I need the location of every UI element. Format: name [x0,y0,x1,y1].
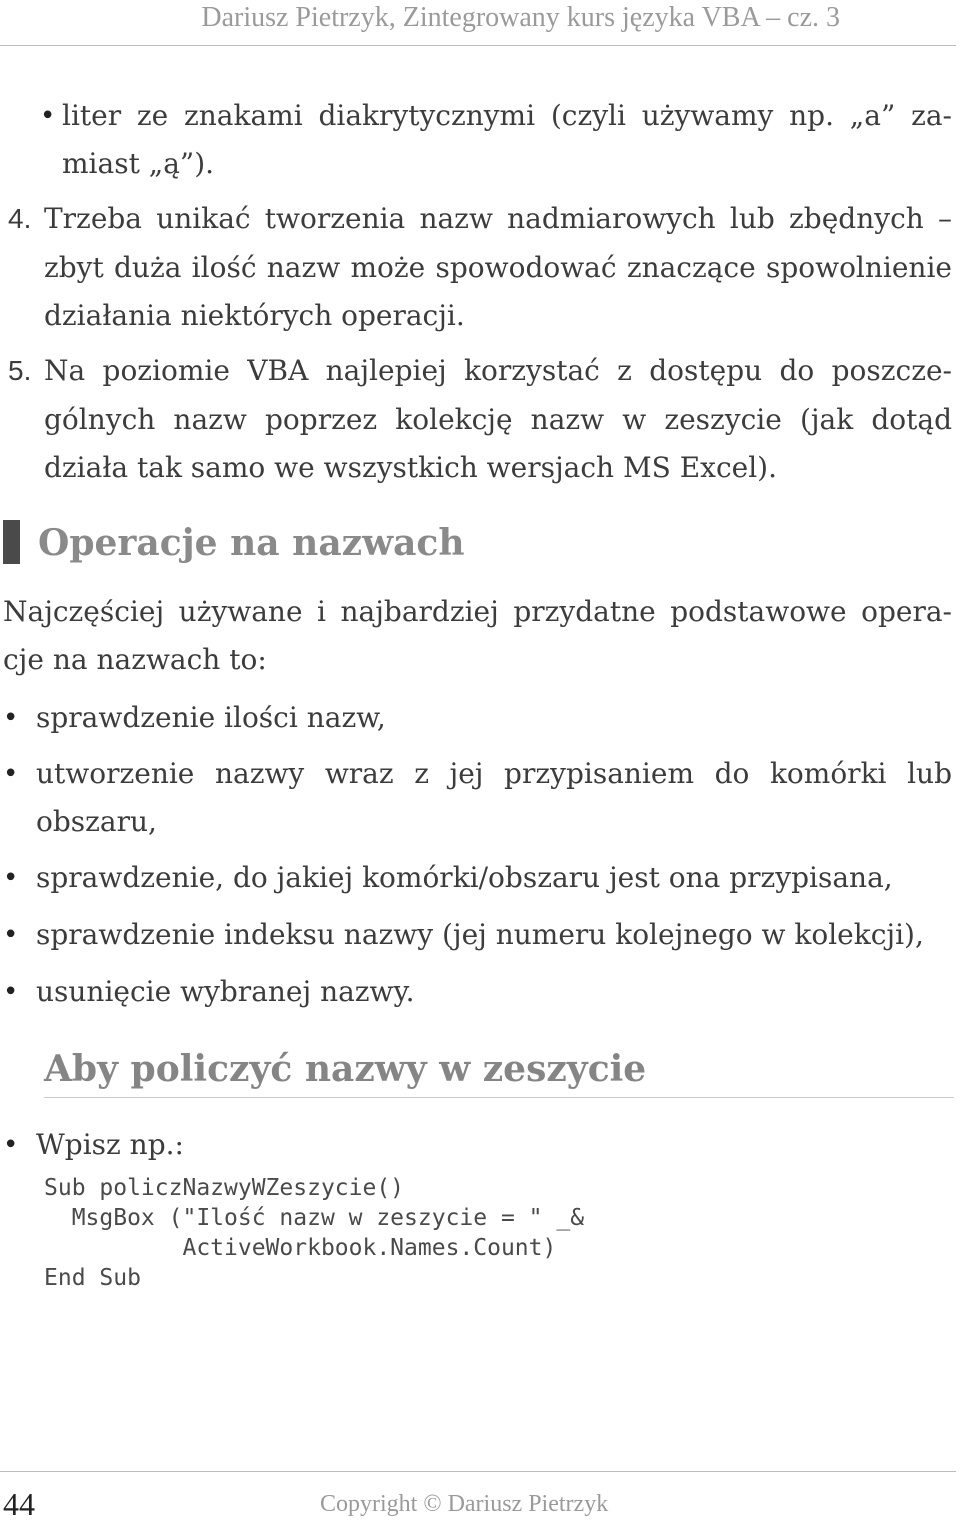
bullet-marker: • [3,920,19,950]
item5-line3: działa tak samo we wszystkich wersjach MS Excel). [44,451,777,484]
item4-line3: działania niektórych operacji. [44,299,465,332]
bullet-marker: • [3,977,19,1007]
code-line: End Sub [44,1265,141,1291]
item5-line1: Na poziomie VBA najlepiej korzystać z dostępu do poszcze- [44,354,952,387]
section1-intro-line2: cje na nazwach to: [3,643,267,676]
copyright-text: Copyright © Dariusz Pietrzyk [320,1491,609,1517]
bullet-marker: • [3,1130,19,1160]
list-a-line2: miast „ą”). [62,147,215,180]
list-a-line1: liter ze znakami diakrytycznymi (czyli używamy np. „a” za- [62,99,952,132]
list-item: sprawdzenie ilości nazw, [36,701,386,734]
running-header [0,0,960,46]
item4-number: 4. [8,203,32,234]
list-item-continuation: obszaru, [36,805,157,838]
item4-line1: Trzeba unikać tworzenia nazw nadmiarowych lub zbędnych – [44,202,952,235]
code-line: ActiveWorkbook.Names.Count) [44,1235,557,1261]
running-header-text: Dariusz Pietrzyk, Zintegrowany kurs języka VBA – cz. 3 [201,2,840,33]
bullet-marker: • [40,101,56,131]
list-item: sprawdzenie, do jakiej komórki/obszaru jest ona przypisana, [36,861,893,894]
list-item: utworzenie nazwy wraz z jej przypisaniem do komórki lub [36,757,952,790]
section-heading-operacje: Operacje na nazwach [38,522,465,564]
item4-line2: zbyt duża ilość nazw może spowodować znaczące spowolnienie [44,251,952,284]
bullet-marker: • [3,759,19,789]
heading-marker-bar [3,520,20,564]
section-heading-policz: Aby policzyć nazwy w zeszycie [44,1048,647,1090]
footer-divider [0,1471,956,1472]
item5-line2: gólnych nazw poprzez kolekcję nazw w zeszycie (jak dotąd [44,403,952,436]
list-item: sprawdzenie indeksu nazwy (jej numeru kolejnego w kolekcji), [36,918,924,951]
bullet-marker: • [3,863,19,893]
page-number: 44 [3,1486,35,1522]
heading-underline [44,1097,954,1098]
header-divider [0,45,956,46]
list-item: usunięcie wybranej nazwy. [36,975,415,1008]
bullet-marker: • [3,703,19,733]
section1-intro-line1: Najczęściej używane i najbardziej przydatne podstawowe opera- [3,595,952,628]
code-line: Sub policzNazwyWZeszycie() [44,1175,405,1201]
item5-number: 5. [8,355,32,386]
code-line: MsgBox ("Ilość nazw w zeszycie = " _& [44,1205,585,1231]
list-item: Wpisz np.: [36,1128,184,1161]
